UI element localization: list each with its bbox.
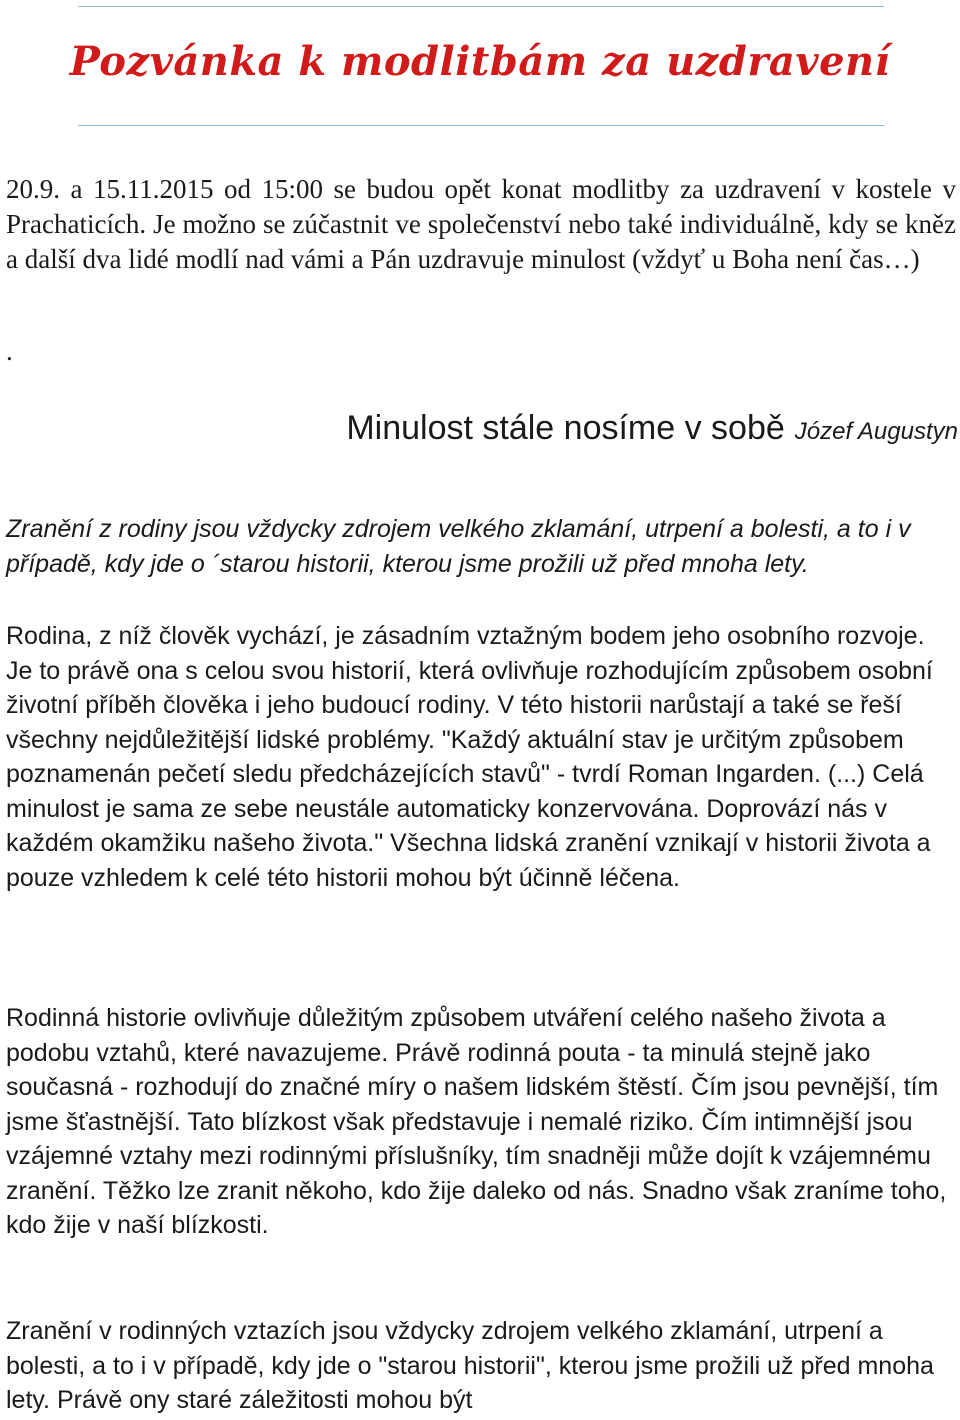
title-bottom-rule: [78, 125, 884, 126]
title-top-rule: [78, 6, 884, 7]
article-paragraph-3: Zranění v rodinných vztazích jsou vždycky zdrojem velkého zklamání, utrpení a bolesti, a to i v případě, kdy jde o "starou historii", kterou jsme prožili už před mnoha lety. Právě ony staré záležitosti mohou být: [6, 1317, 934, 1414]
article-author: Józef Augustyn: [794, 418, 958, 445]
article-paragraph-2: Rodinná historie ovlivňuje důležitým způsobem utváření celého našeho života a podobu vztahů, které navazujeme. Právě rodinná pouta - ta minulá stejně jako současná - rozhodují do značné míry o našem lidském štěstí. Čím jsou pevnější, tím jsme šťastnější. Tato blízkost však představuje i nemalé riziko. Čím intimnější jsou vzájemné vztahy mezi rodinnými příslušníky, tím snadněji může dojít k vzájemnému zranění. Těžko lze zranit někoho, kdo žije daleko od nás. Snadno však zraníme toho, kdo žije v naší blízkosti.: [6, 1004, 947, 1239]
intro-dot: .: [6, 336, 13, 366]
article-title: Minulost stále nosíme v sobě: [346, 409, 785, 447]
article-paragraph-1: Rodina, z níž člověk vychází, je zásadním vztažným bodem jeho osobního rozvoje. Je to právě ona s celou svou historií, která ovlivňuje rozhodujícím způsobem osobní životní příběh člověka i jeho budoucí rodiny. V této historii narůstají a také se řeší všechny nejdůležitější lidské problémy. "Každý aktuální stav je určitým způsobem poznamenán pečetí sledu předcházejících stavů" - tvrdí Roman Ingarden. (...) Celá minulost je sama ze sebe neustále automaticky konzervována. Doprovází nás v každém okamžiku našeho života." Všechna lidská zranění vznikají v historii života a pouze vzhledem k celé této historii mohou být účinně léčena.: [6, 622, 933, 892]
article-heading: [0, 404, 958, 452]
intro-paragraph: 20.9. a 15.11.2015 od 15:00 se budou opět konat modlitby za uzdravení v kostele v Prachaticích. Je možno se zúčastnit ve společenství nebo také individuálně, kdy se kněz a další dva lidé modlí nad vámi a Pán uzdravuje minulost (vždyť u Boha není čas…): [6, 174, 956, 274]
page-title: Pozvánka k modlitbám za uzdravení: [69, 38, 891, 85]
article-lead: Zranění z rodiny jsou vždycky zdrojem velkého zklamání, utrpení a bolesti, a to i v případě, kdy jde o ´starou historii, kterou jsme prožili už před mnoha lety.: [6, 515, 911, 578]
